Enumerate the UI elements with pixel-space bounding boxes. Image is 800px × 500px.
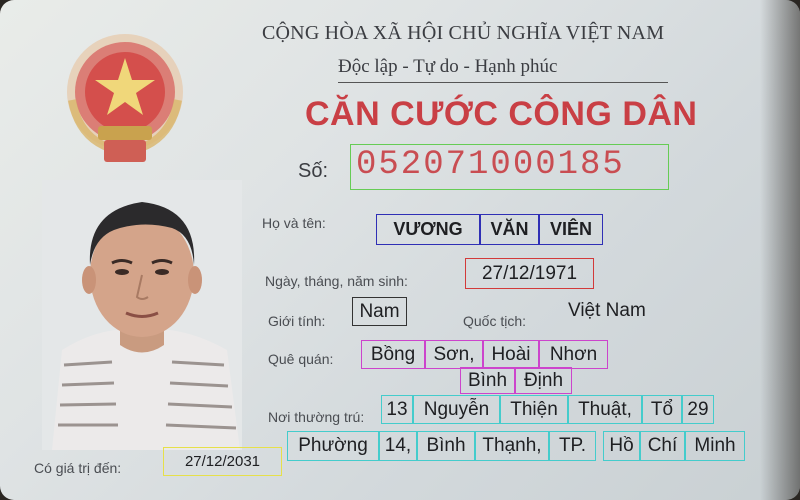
hometown-word: Định [515,367,572,394]
hometown-word: Bồng [361,340,425,369]
residence-word: Nguyễn [413,395,500,424]
name-word: VĂN [480,214,539,245]
residence-word: Phường [287,431,379,461]
hometown-label: Quê quán: [268,351,334,367]
country-name: CỘNG HÒA XÃ HỘI CHỦ NGHĨA VIỆT NAM [262,22,665,44]
nationality-label: Quốc tịch: [463,313,527,329]
national-emblem-icon [60,30,190,165]
residence-word: 14, [379,431,417,461]
residence-word: Minh [685,431,745,461]
residence-word: Thiện [500,395,568,424]
residence-word: Thuật, [568,395,642,424]
nationality-value: Việt Nam [568,300,646,321]
hometown-word: Nhơn [539,340,608,369]
expiry-value: 27/12/2031 [163,447,282,476]
residence-word: Tổ [642,395,682,424]
residence-word: Chí [640,431,685,461]
residence-word: 13 [381,395,413,424]
residence-word: TP. [549,431,596,461]
portrait-photo [42,180,242,450]
id-number-label: Số: [298,160,329,182]
name-word: VƯƠNG [376,214,480,245]
card-title: CĂN CƯỚC CÔNG DÂN [305,95,698,133]
motto: Độc lập - Tự do - Hạnh phúc [338,56,558,77]
motto-underline [338,82,668,83]
hometown-word: Sơn, [425,340,483,369]
residence-word: Hồ [603,431,640,461]
hometown-word: Hoài [483,340,539,369]
hometown-word: Bình [460,367,515,394]
residence-word: Thạnh, [475,431,549,461]
name-word: VIÊN [539,214,603,245]
name-label: Họ và tên: [262,215,326,231]
sex-value: Nam [352,297,407,326]
dob-label: Ngày, tháng, năm sinh: [265,273,408,289]
expiry-label: Có giá trị đến: [34,460,122,476]
sex-label: Giới tính: [268,313,326,329]
id-number: 052071000185 [356,146,625,184]
residence-label: Nơi thường trú: [268,409,365,425]
residence-word: Bình [417,431,475,461]
dob-value: 27/12/1971 [465,258,594,289]
residence-word: 29 [682,395,714,424]
